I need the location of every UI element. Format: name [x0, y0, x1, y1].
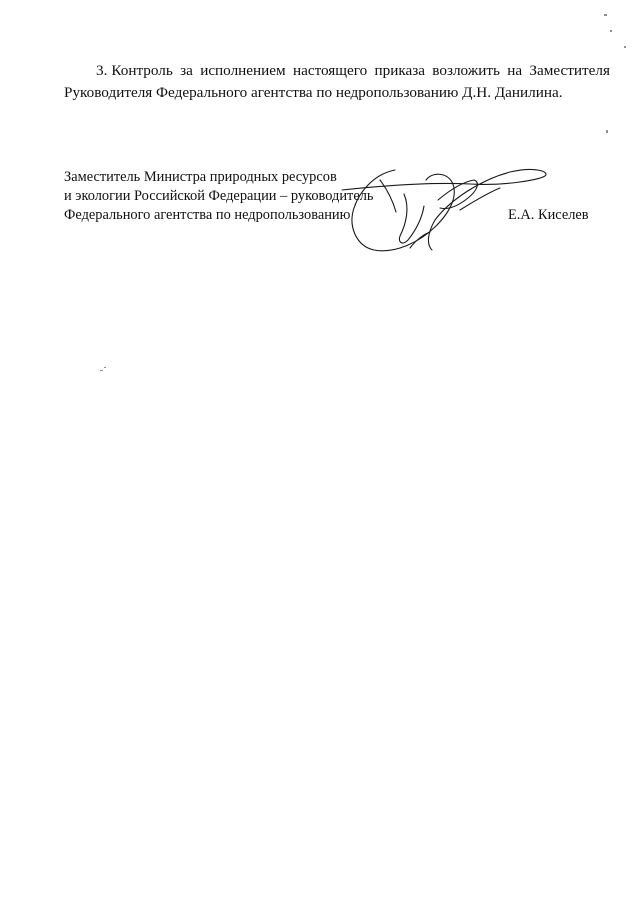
scan-speck: [104, 367, 106, 368]
paragraph-line-2: Руководителя Федерального агентства по недропользованию Д.Н. Данилина.: [64, 84, 563, 101]
handwritten-signature: [340, 160, 550, 260]
signatory-name: Е.А. Киселев: [508, 207, 589, 223]
paragraph-word: 3. Контроль: [96, 62, 173, 79]
paragraph-word: приказа: [374, 62, 425, 79]
signatory-position-line-2: и экологии Российской Федерации – руководитель: [64, 188, 374, 204]
paragraph-word: настоящего: [292, 62, 368, 79]
scan-speck: [610, 30, 612, 32]
scan-speck: [624, 46, 626, 48]
paragraph-word: за: [180, 62, 193, 79]
paragraph-word: Заместителя: [529, 62, 610, 79]
paragraph-word: исполнением: [200, 62, 286, 79]
signatory-position-line-3: Федерального агентства по недропользованию: [64, 207, 351, 223]
paragraph-line-1: [64, 60, 610, 82]
scan-speck: [604, 14, 607, 16]
signatory-position: [64, 168, 373, 225]
paragraph-number: 3.: [96, 62, 108, 79]
paragraph-word: возложить: [432, 62, 500, 79]
scan-speck: [606, 130, 608, 133]
paragraph-word: на: [507, 62, 523, 79]
scan-speck: [100, 370, 103, 371]
signatory-position-line-1: Заместитель Министра природных ресурсов: [64, 169, 337, 185]
paragraph-3: [64, 60, 610, 104]
